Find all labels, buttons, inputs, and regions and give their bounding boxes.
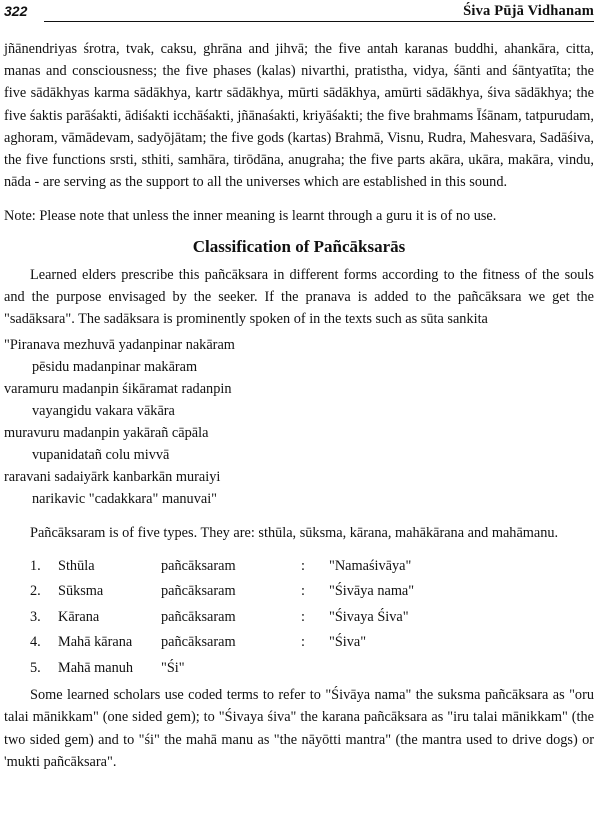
verse-line: muravuru madanpin yakārañ cāpāla (4, 425, 209, 442)
list-item (4, 657, 594, 683)
item-name: Mahā kārana (58, 634, 133, 651)
verse-line: vayangidu vakara vākāra (32, 403, 175, 420)
item-colon: : (301, 557, 305, 574)
opening-paragraph: jñānendriyas śrotra, tvak, caksu, ghrāna and jihvā; the five antah karanas buddhi, ahankāra, citta, manas and consciousness; the five phases (kalas) nivarthi, pratistha, vidya, śānti and śāntyatīta; the five sādākhyas karma sādākhya, kartr sādākhya, mūrti sādākhya, amūrti sādākhya, śiva sādākhya; the five śaktis parāśakti, ādiśakti icchāśakti, jñānaśakti, kriyāśakti; the five brahmams Īśānam, tatpurudam, aghoram, vāmādevam, sadyōjātam; the five gods (kartas) Brahmā, Visnu, Rudra, Mahesvara, Sadāśiva, the five functions srsti, sthiti, samhāra, tirōdāna, anugraha; the five parts akāra, ukāra, makāra, vindu, nāda - are serving as the support to all the universes which are established in this sound. (4, 41, 594, 191)
item-number: 4. (30, 634, 41, 651)
item-word: pañcāksaram (161, 608, 236, 625)
verse-line: vupanidatañ colu mivvā (32, 447, 170, 464)
closing-paragraph: Some learned scholars use coded terms to refer to "Śivāya nama" the suksma pañcāksara as "oru talai mānikkam" (one sided gem); to "Śivaya śiva" the karana pañcāksara as "iru talai mānikkam" (the two sided gem) and to "śi" the mahā manu as "the nāyōtti mantra" (the mantra used to drive dogs) or 'mukti pañcāksara". (4, 687, 594, 770)
list-item (4, 555, 594, 581)
item-number: 2. (30, 583, 41, 600)
item-number: 5. (30, 659, 41, 676)
section-paragraph: Learned elders prescribe this pañcāksara in different forms according to the fitness of the souls and the purpose envisaged by the seeker. If the pranava is added to the pañcāksara we get the "sadāksara". The sadāksara is prominently spoken of in the texts such as sūta sankita (4, 266, 594, 328)
item-mantra: "Śiva" (329, 634, 367, 651)
item-word: pañcāksaram (161, 583, 236, 600)
running-title: Śiva Pūjā Vidhanam (463, 3, 594, 19)
item-mantra: "Śivāya nama" (329, 583, 415, 600)
item-name: Kārana (58, 608, 100, 625)
verse-line: narikavic "cadakkara" manuvai" (32, 491, 218, 508)
header-rule (44, 21, 594, 22)
item-word: "Śi" (161, 659, 185, 676)
item-colon: : (301, 583, 305, 600)
verse-line: pēsidu madanpinar makāram (32, 359, 198, 376)
list-item (4, 580, 594, 606)
list-item (4, 631, 594, 657)
item-mantra: "Namaśivāya" (329, 557, 412, 574)
verse-line: "Piranava mezhuvā yadanpinar nakāram (4, 337, 235, 354)
list-item (4, 606, 594, 632)
item-name: Sūksma (58, 583, 104, 600)
page-body (4, 38, 594, 773)
item-name: Sthūla (58, 557, 95, 574)
item-number: 1. (30, 557, 41, 574)
item-word: pañcāksaram (161, 557, 236, 574)
item-mantra: "Śivaya Śiva" (329, 608, 409, 625)
item-number: 3. (30, 608, 41, 625)
types-intro: Pañcāksaram is of five types. They are: sthūla, sūksma, kārana, mahākārana and mahāmanu. (30, 525, 559, 542)
verse-block (4, 334, 594, 510)
item-colon: : (301, 608, 305, 625)
verse-line: varamuru madanpin śikāramat radanpin (4, 381, 232, 398)
verse-line: raravani sadaiyārk kanbarkān muraiyi (4, 469, 221, 486)
item-name: Mahā manuh (58, 659, 134, 676)
page-number: 322 (4, 3, 28, 19)
section-heading: Classification of Pañcāksarās (192, 236, 406, 256)
item-colon: : (301, 634, 305, 651)
page-header (4, 2, 594, 22)
item-word: pañcāksaram (161, 634, 236, 651)
note-paragraph: Note: Please note that unless the inner meaning is learnt through a guru it is of no use. (4, 208, 497, 225)
types-list (4, 555, 594, 683)
